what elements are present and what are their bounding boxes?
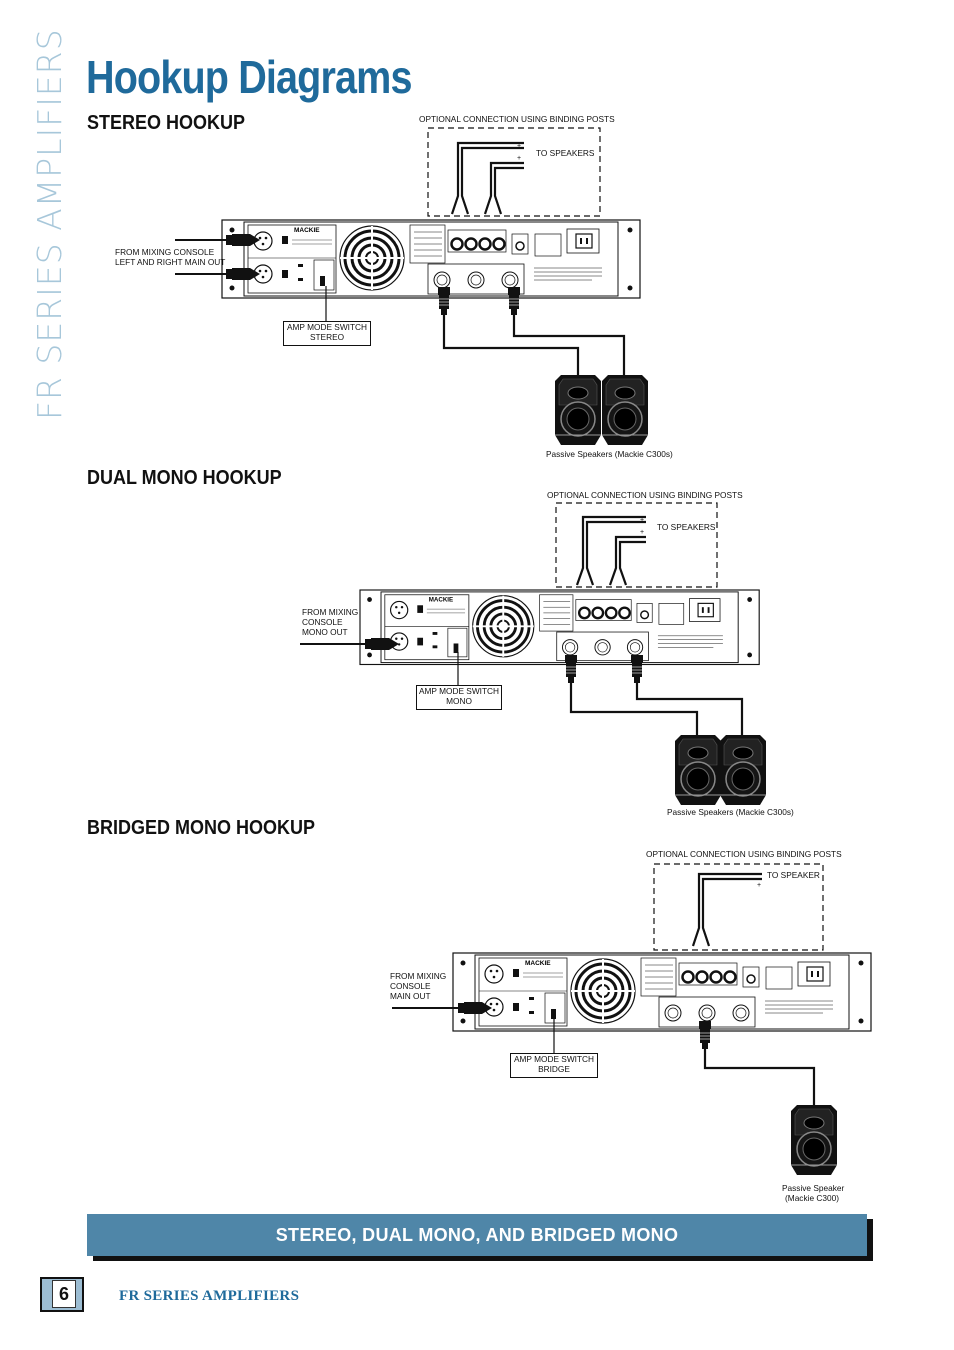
stereo-amplifier bbox=[222, 220, 640, 298]
stereo-speakers-caption: Passive Speakers (Mackie C300s) bbox=[546, 449, 673, 459]
bridged-speaker-caption bbox=[782, 1183, 845, 1203]
bridged-speakon-plug bbox=[699, 1021, 711, 1049]
svg-text:+: + bbox=[640, 529, 645, 536]
bridged-speaker bbox=[791, 1105, 837, 1175]
stereo-optional-box bbox=[428, 128, 600, 216]
dual-source-label: FROM MIXING CONSOLE MONO OUT bbox=[302, 607, 359, 637]
dual-speakon-plug-2 bbox=[631, 655, 643, 683]
dual-switch-line2: MONO bbox=[446, 696, 472, 706]
dual-speakon-plug-1 bbox=[565, 655, 577, 683]
stereo-to-speakers-label: TO SPEAKERS bbox=[536, 148, 595, 158]
stereo-switch-line2: STEREO bbox=[309, 332, 345, 342]
bridged-switch-line1: AMP MODE SWITCH bbox=[513, 1054, 595, 1064]
svg-text:+: + bbox=[517, 155, 522, 162]
hookup-diagrams-graphic: MACKIE + + + + + bbox=[0, 0, 954, 1350]
svg-text:+: + bbox=[757, 882, 762, 889]
stereo-amp-mode-switch-label bbox=[283, 321, 371, 346]
svg-text:+: + bbox=[517, 143, 522, 150]
stereo-speaker-right bbox=[602, 375, 648, 445]
stereo-speaker-left bbox=[555, 375, 601, 445]
bridged-optional-label: OPTIONAL CONNECTION USING BINDING POSTS bbox=[646, 849, 842, 859]
bridged-speaker-caption-line2: (Mackie C300) bbox=[785, 1193, 839, 1203]
bridged-amp-mode-switch-label bbox=[510, 1053, 598, 1078]
page-number: 6 bbox=[52, 1280, 76, 1308]
dual-amp-mode-switch-label bbox=[416, 685, 502, 710]
dual-amplifier bbox=[360, 590, 759, 664]
stereo-switch-line1: AMP MODE SWITCH bbox=[286, 322, 368, 332]
summary-banner: STEREO, DUAL MONO, AND BRIDGED MONO bbox=[87, 1214, 867, 1256]
side-title: FR SERIES AMPLIFIERS bbox=[30, 28, 69, 420]
dual-to-speakers-label: TO SPEAKERS bbox=[657, 522, 716, 532]
bridged-switch-line2: BRIDGE bbox=[538, 1064, 570, 1074]
dual-switch-line1: AMP MODE SWITCH bbox=[418, 686, 500, 696]
bridged-source-label: FROM MIXING CONSOLE MAIN OUT bbox=[390, 971, 447, 1001]
dual-heading: DUAL MONO HOOKUP bbox=[87, 467, 282, 489]
svg-text:+: + bbox=[640, 517, 645, 524]
bridged-heading: BRIDGED MONO HOOKUP bbox=[87, 817, 316, 839]
dual-speakers-caption: Passive Speakers (Mackie C300s) bbox=[667, 807, 794, 817]
page-title: Hookup Diagrams bbox=[86, 51, 412, 103]
footer-title: FR SERIES AMPLIFIERS bbox=[119, 1288, 300, 1304]
bridged-amplifier bbox=[453, 953, 871, 1031]
dual-optional-label: OPTIONAL CONNECTION USING BINDING POSTS bbox=[547, 490, 743, 500]
dual-speaker-right bbox=[720, 735, 766, 805]
stereo-source-label: FROM MIXING CONSOLE LEFT AND RIGHT MAIN OUT bbox=[115, 247, 226, 267]
stereo-speakon-plug-1 bbox=[438, 287, 450, 315]
dual-speaker-left bbox=[675, 735, 721, 805]
stereo-speakon-plug-2 bbox=[508, 287, 520, 315]
stereo-optional-label: OPTIONAL CONNECTION USING BINDING POSTS bbox=[419, 114, 615, 124]
stereo-heading: STEREO HOOKUP bbox=[87, 112, 246, 134]
bridged-to-speaker-label: TO SPEAKER bbox=[767, 870, 820, 880]
bridged-speaker-caption-line1: Passive Speaker bbox=[782, 1183, 845, 1193]
